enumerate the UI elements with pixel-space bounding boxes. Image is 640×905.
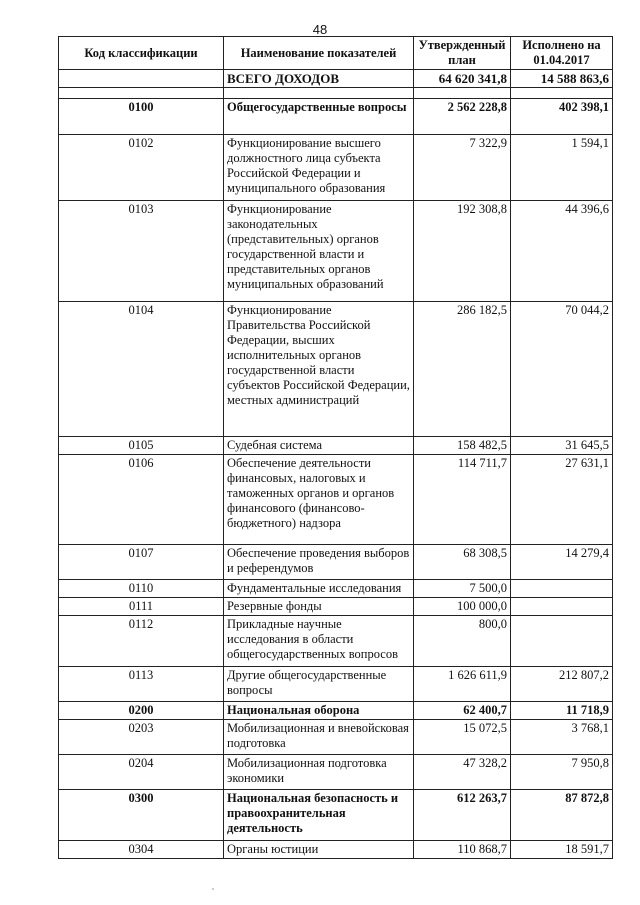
row-executed: 44 396,6 [511, 201, 613, 302]
row-name: Другие общегосударственные вопросы [224, 667, 414, 702]
header-executed: Исполнено на 01.04.2017 [511, 37, 613, 70]
row-code: 0102 [59, 135, 224, 201]
row-approved: 100 000,0 [414, 598, 511, 616]
total-row [59, 70, 613, 88]
row-code: 0113 [59, 667, 224, 702]
row-name: Органы юстиции [224, 841, 414, 859]
row-code: 0105 [59, 437, 224, 455]
row-executed: 31 645,5 [511, 437, 613, 455]
row-approved: 62 400,7 [414, 702, 511, 720]
row-executed: 14 279,4 [511, 545, 613, 580]
table-row [59, 598, 613, 616]
row-executed [511, 580, 613, 598]
row-name: Функционирование законодательных (представительных) органов государственной власти и представительных органов муниципальных образований [224, 201, 414, 302]
table-row [59, 580, 613, 598]
row-code: 0110 [59, 580, 224, 598]
row-approved: 68 308,5 [414, 545, 511, 580]
row-code: 0300 [59, 790, 224, 841]
row-approved: 1 626 611,9 [414, 667, 511, 702]
row-name: Национальная безопасность и правоохранительная деятельность [224, 790, 414, 841]
table-row [59, 455, 613, 545]
row-executed [511, 598, 613, 616]
row-name: Судебная система [224, 437, 414, 455]
scan-speck [212, 888, 214, 890]
row-code: 0203 [59, 720, 224, 755]
table-row [59, 201, 613, 302]
row-executed: 70 044,2 [511, 302, 613, 437]
row-name: Резервные фонды [224, 598, 414, 616]
table-row [59, 702, 613, 720]
row-name: Функционирование высшего должностного лица субъекта Российской Федерации и муниципального образования [224, 135, 414, 201]
table-row [59, 437, 613, 455]
row-code: 0107 [59, 545, 224, 580]
row-approved: 612 263,7 [414, 790, 511, 841]
row-executed: 27 631,1 [511, 455, 613, 545]
table-row [59, 545, 613, 580]
table-header-row [59, 37, 613, 70]
row-executed: 212 807,2 [511, 667, 613, 702]
row-name: Прикладные научные исследования в области общегосударственных вопросов [224, 616, 414, 667]
header-code: Код классификации [59, 37, 224, 70]
header-name: Наименование показателей [224, 37, 414, 70]
row-name: Мобилизационная подготовка экономики [224, 755, 414, 790]
row-executed: 402 398,1 [511, 99, 613, 135]
row-approved: 47 328,2 [414, 755, 511, 790]
total-label: ВСЕГО ДОХОДОВ [224, 70, 414, 88]
row-executed: 1 594,1 [511, 135, 613, 201]
row-approved: 7 500,0 [414, 580, 511, 598]
row-code: 0204 [59, 755, 224, 790]
row-approved: 158 482,5 [414, 437, 511, 455]
total-code [59, 70, 224, 88]
row-code: 0100 [59, 99, 224, 135]
table-row [59, 790, 613, 841]
row-code: 0304 [59, 841, 224, 859]
row-name: Функционирование Правительства Российской Федерации, высших исполнительных органов государственной власти субъектов Российской Федерации, местных администраций [224, 302, 414, 437]
row-code: 0106 [59, 455, 224, 545]
row-code: 0200 [59, 702, 224, 720]
row-approved: 7 322,9 [414, 135, 511, 201]
row-code: 0112 [59, 616, 224, 667]
row-approved: 110 868,7 [414, 841, 511, 859]
row-executed: 7 950,8 [511, 755, 613, 790]
row-executed: 11 718,9 [511, 702, 613, 720]
row-name: Мобилизационная и вневойсковая подготовка [224, 720, 414, 755]
row-name: Обеспечение деятельности финансовых, налоговых и таможенных органов и органов финансового (финансово-бюджетного) надзора [224, 455, 414, 545]
row-name: Национальная оборона [224, 702, 414, 720]
row-code: 0111 [59, 598, 224, 616]
table-row [59, 755, 613, 790]
row-name: Фундаментальные исследования [224, 580, 414, 598]
row-approved: 800,0 [414, 616, 511, 667]
row-code: 0104 [59, 302, 224, 437]
table-row [59, 720, 613, 755]
row-approved: 2 562 228,8 [414, 99, 511, 135]
page-number: 48 [312, 22, 328, 37]
table-row [59, 99, 613, 135]
row-approved: 15 072,5 [414, 720, 511, 755]
row-name: Общегосударственные вопросы [224, 99, 414, 135]
row-executed: 18 591,7 [511, 841, 613, 859]
row-code: 0103 [59, 201, 224, 302]
row-name: Обеспечение проведения выборов и референдумов [224, 545, 414, 580]
header-approved: Утвержденный план [414, 37, 511, 70]
row-approved: 192 308,8 [414, 201, 511, 302]
spacer-row [59, 88, 613, 99]
row-approved: 286 182,5 [414, 302, 511, 437]
table-row [59, 135, 613, 201]
total-executed: 14 588 863,6 [511, 70, 613, 88]
row-executed: 87 872,8 [511, 790, 613, 841]
row-executed [511, 616, 613, 667]
table-row [59, 616, 613, 667]
table-body [59, 70, 613, 859]
table-row [59, 841, 613, 859]
table-row [59, 302, 613, 437]
row-executed: 3 768,1 [511, 720, 613, 755]
total-approved: 64 620 341,8 [414, 70, 511, 88]
table-row [59, 667, 613, 702]
row-approved: 114 711,7 [414, 455, 511, 545]
budget-table [58, 36, 613, 859]
